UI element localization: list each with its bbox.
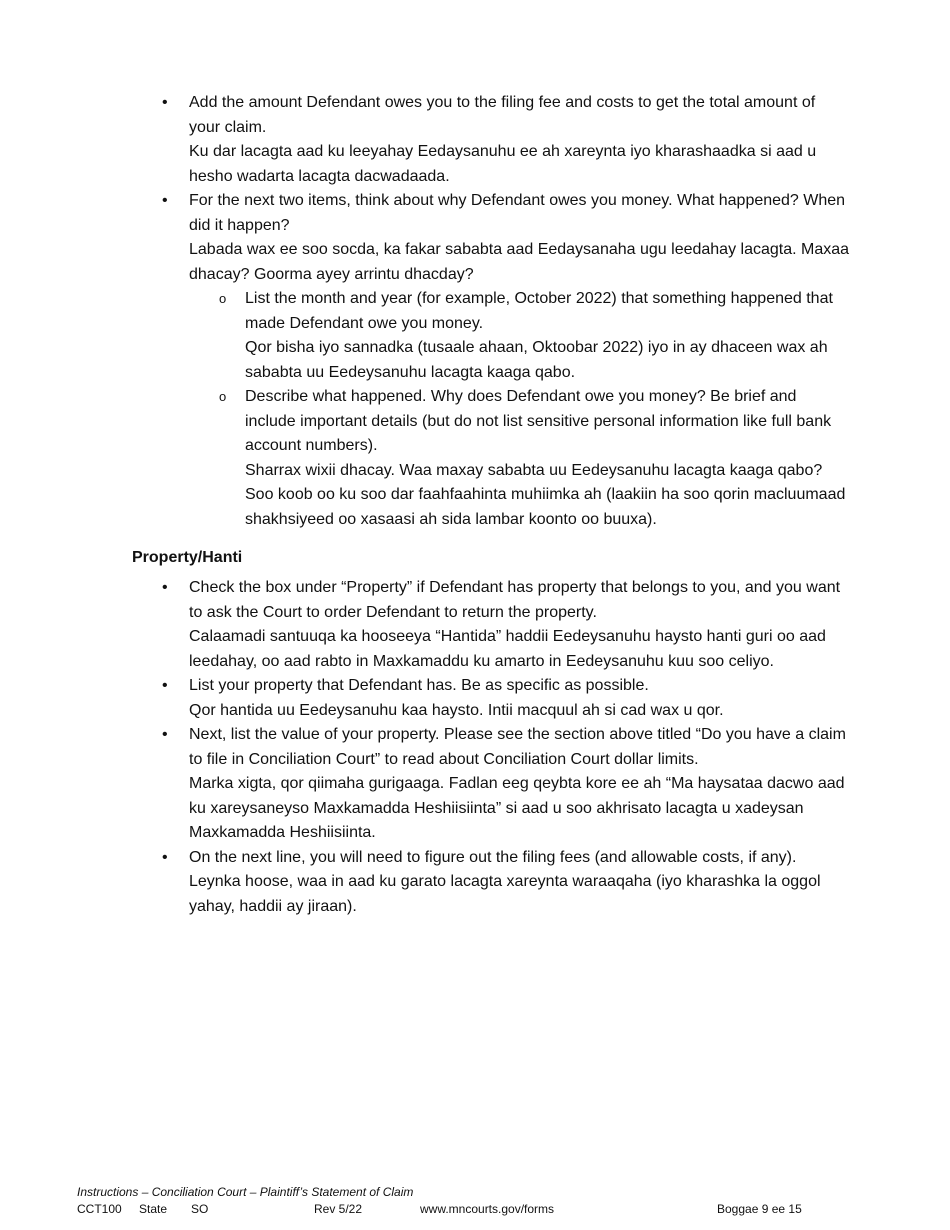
english-text: o List the month and year (for example, October 2022) that something happened that made Defendant owe you money. bbox=[245, 290, 833, 332]
sub-bullet-list bbox=[189, 287, 850, 532]
somali-text: Sharrax wixii dhacay. Waa maxay sababta uu Eedeysanuhu lacagta kaaga qabo? Soo koob oo ku soo dar faahfaahinta muhiimka ah (laakiin ha soo qorin macluumaad shakhsiyeed oo xasaasi ah sida lambar koonto oo buuxa). bbox=[245, 461, 846, 528]
claim-bullet-list bbox=[160, 91, 850, 532]
bullet-item-filing-fees bbox=[160, 846, 850, 920]
somali-text: Qor hantida uu Eedeysanuhu kaa haysto. Intii macquul ah si cad wax u qor. bbox=[189, 701, 724, 719]
footer-state: State bbox=[139, 1202, 168, 1216]
somali-text: Qor bisha iyo sannadka (tusaale ahaan, Oktoobar 2022) iyo in ay dhaceen wax ah sababta uu Eedeysanuhu lacagta kaaga qabo. bbox=[245, 339, 828, 381]
english-text: • On the next line, you will need to figure out the filing fees (and allowable costs, if any). bbox=[189, 848, 797, 866]
footer-language: SO bbox=[191, 1202, 209, 1216]
footer-title: Instructions – Conciliation Court – Plaintiff’s Statement of Claim bbox=[77, 1185, 414, 1199]
sub-item-describe bbox=[189, 385, 850, 532]
bullet-item-property-value bbox=[160, 723, 850, 846]
footer-revision: Rev 5/22 bbox=[314, 1202, 363, 1216]
property-section bbox=[160, 576, 850, 919]
bullet-item-next-two-items bbox=[160, 189, 850, 532]
bullet-item-list-property bbox=[160, 674, 850, 723]
footer-form-id: CCT100 bbox=[77, 1202, 122, 1216]
english-text: • List your property that Defendant has. Be as specific as possible. bbox=[189, 677, 649, 694]
footer-info-row bbox=[77, 1201, 837, 1218]
bullet-item-check-box bbox=[160, 576, 850, 674]
claim-instructions-section bbox=[160, 91, 850, 532]
somali-text: Marka xigta, qor qiimaha gurigaaga. Fadlan eeg qeybta kore ee ah “Ma haysataa dacwo aad ku xareysaneyso Maxkamadda Heshiisiinta” si aad u soo akhrisato lacagta u xadeysan Maxkamadda Heshiisiinta. bbox=[189, 775, 845, 841]
somali-text: Labada wax ee soo socda, ka fakar sababta aad Eedaysanaha ugu leedahay lacagta. Maxaa dhacay? Goorma ayey arrintu dhacday? bbox=[189, 241, 850, 283]
somali-text: Leynka hoose, waa in aad ku garato lacagta xareynta waraaqaha (iyo kharashka la oggol yahay, haddii ay jiraan). bbox=[189, 873, 821, 915]
somali-text: Ku dar lacagta aad ku leeyahay Eedaysanuhu ee ah xareynta iyo kharashaadka si aad u hesho wadarta lacagta dacwadaada. bbox=[189, 143, 817, 185]
english-text: • Next, list the value of your property. Please see the section above titled “Do you have a claim to file in Conciliation Court” to read about Conciliation Court dollar limits. bbox=[189, 726, 846, 768]
page-footer bbox=[77, 1184, 837, 1218]
english-text: • For the next two items, think about why Defendant owes you money. What happened? When did it happen? bbox=[189, 192, 846, 234]
somali-text: Calaamadi santuuqa ka hooseeya “Hantida” haddii Eedeysanuhu haysto hanti guri oo aad leedahay, oo aad rabto in Maxkamaddu ku amarto in Eedeysanuhu kuu soo celiyo. bbox=[189, 628, 826, 670]
english-text: o Describe what happened. Why does Defendant owe you money? Be brief and include important details (but do not list sensitive personal information like full bank account numbers). bbox=[245, 388, 832, 454]
bullet-item-total-claim bbox=[160, 91, 850, 189]
english-text: • Add the amount Defendant owes you to the filing fee and costs to get the total amount of your claim. bbox=[189, 94, 816, 136]
footer-page-number: Boggae 9 ee 15 bbox=[717, 1202, 802, 1216]
sub-item-month-year bbox=[189, 287, 850, 385]
footer-url[interactable]: www.mncourts.gov/forms bbox=[420, 1202, 555, 1216]
property-heading: Property/Hanti bbox=[132, 549, 243, 566]
english-text: • Check the box under “Property” if Defendant has property that belongs to you, and you want to ask the Court to order Defendant to return the property. bbox=[189, 579, 841, 621]
property-bullet-list bbox=[160, 576, 850, 919]
